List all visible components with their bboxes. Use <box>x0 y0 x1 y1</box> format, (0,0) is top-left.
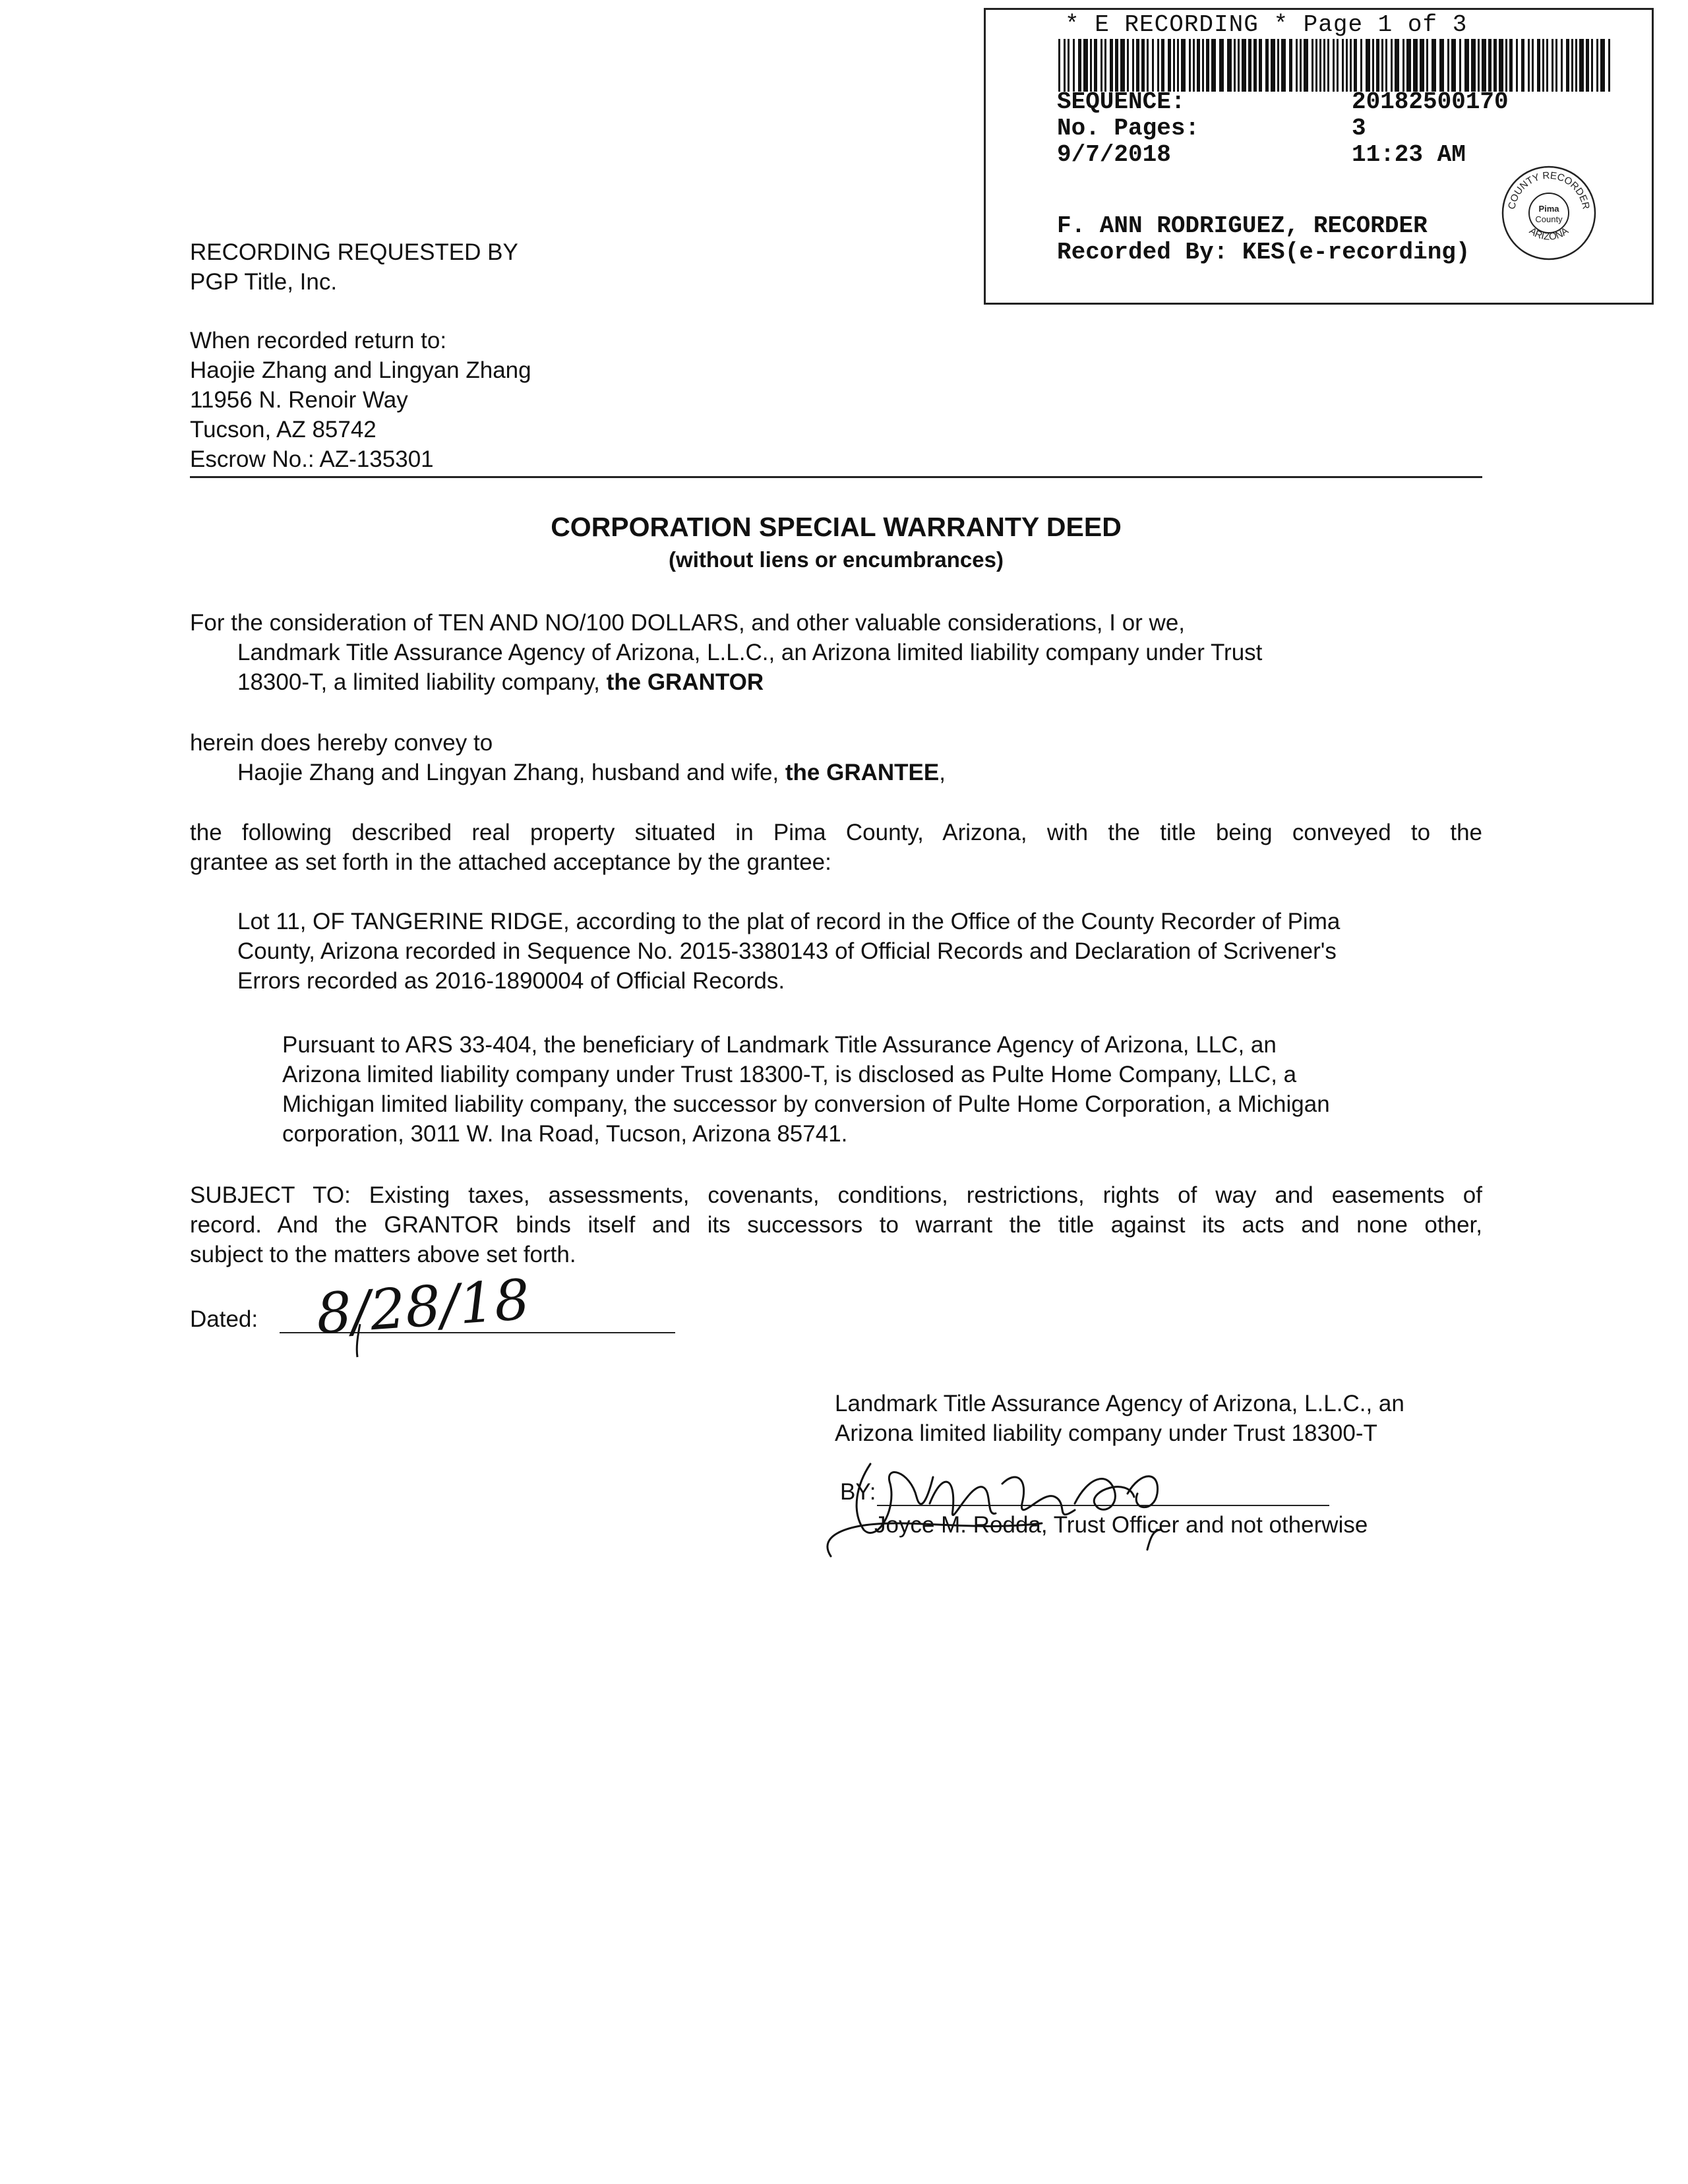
barcode-bar <box>1238 39 1240 92</box>
barcode-bar <box>1471 39 1476 92</box>
barcode-bar <box>1385 39 1387 92</box>
return-to-label: When recorded return to: <box>190 328 447 353</box>
escrow-number: Escrow No.: AZ-135301 <box>190 446 434 472</box>
requested-by-heading: RECORDING REQUESTED BY <box>190 239 518 265</box>
grantee-tag: the GRANTEE <box>785 760 940 785</box>
stamp-sequence-label: SEQUENCE: <box>1057 88 1186 115</box>
barcode-bar <box>1253 39 1257 92</box>
barcode-bar <box>1242 39 1246 92</box>
barcode-bar <box>1432 39 1436 92</box>
seal-center-2: County <box>1535 214 1563 224</box>
barcode-bar <box>1300 39 1302 92</box>
barcode-bar <box>1413 39 1418 92</box>
barcode-bar <box>1391 39 1393 92</box>
barcode-bar <box>1323 39 1325 92</box>
barcode-bar <box>1078 39 1081 92</box>
barcode-bar <box>1346 39 1348 92</box>
requested-by-block <box>190 237 518 297</box>
legal-line-1: Lot 11, OF TANGERINE RIDGE, according to the plat of record in the Office of the County Recorder of Pima <box>237 909 1341 934</box>
barcode-bar <box>1161 39 1164 92</box>
barcode-bar <box>1173 39 1175 92</box>
barcode-bar <box>1499 39 1503 92</box>
barcode-bar <box>1193 39 1195 92</box>
barcode-bar <box>1555 39 1557 92</box>
convey-line: herein does hereby convey to <box>190 730 493 756</box>
barcode-bar <box>1132 39 1134 92</box>
barcode-bar <box>1104 39 1106 92</box>
barcode-bar <box>1219 39 1224 92</box>
barcode-bar <box>1296 39 1298 92</box>
barcode-bar <box>1281 39 1286 92</box>
stamp-recorded-by: Recorded By: KES(e-recording) <box>1057 239 1470 266</box>
property-line-1: the following described real property situated in Pima County, Arizona, with the title being conveyed to the <box>190 820 1482 845</box>
signer-company-line-1: Landmark Title Assurance Agency of Arizona, L.L.C., an <box>835 1391 1404 1416</box>
barcode-bar <box>1505 39 1507 92</box>
header-divider <box>190 476 1482 478</box>
barcode-bar <box>1420 39 1424 92</box>
barcode-bar <box>1350 39 1352 92</box>
stamp-pages-label: No. Pages: <box>1057 115 1200 142</box>
seal-top-text: COUNTY RECORDER <box>1506 169 1592 210</box>
barcode-bar <box>1152 39 1154 92</box>
dated-label: Dated: <box>190 1306 258 1332</box>
seal-bottom-text: ARIZONA <box>1526 225 1571 243</box>
barcode-bar <box>1464 39 1469 92</box>
barcode-bar <box>1586 39 1589 92</box>
subject-line-1: SUBJECT TO: Existing taxes, assessments, covenants, conditions, restrictions, rights of way and easements of <box>190 1182 1482 1208</box>
stamp-sequence-value: 20182500170 <box>1352 88 1509 115</box>
barcode-bar <box>1083 39 1088 92</box>
barcode-bar <box>1115 39 1118 92</box>
barcode-bar <box>1141 39 1145 92</box>
pursuant-line-4: corporation, 3011 W. Ina Road, Tucson, Arizona 85741. <box>282 1121 848 1147</box>
barcode-bar <box>1304 39 1308 92</box>
subject-line-2: record. And the GRANTOR binds itself and its successors to warrant the title against its acts and none other, <box>190 1212 1482 1238</box>
signature <box>818 1431 1226 1563</box>
barcode-bar <box>1064 39 1066 92</box>
seal-center-1: Pima <box>1538 204 1559 214</box>
return-to-city: Tucson, AZ 85742 <box>190 417 377 442</box>
signer-company-line-2: Arizona limited liability company under Trust 18300-T <box>835 1420 1377 1446</box>
return-to-street: 11956 N. Renoir Way <box>190 387 408 413</box>
pursuant-line-2: Arizona limited liability company under Trust 18300-T, is disclosed as Pulte Home Company, LLC, a <box>282 1062 1297 1087</box>
grantee-tail: , <box>939 760 946 785</box>
recording-stamp <box>984 8 1654 305</box>
barcode-bar <box>1354 39 1357 92</box>
barcode-bar <box>1395 39 1399 92</box>
requested-by-company: PGP Title, Inc. <box>190 269 338 295</box>
handwritten-date-text: 8/28/18 <box>314 1267 532 1347</box>
barcode-bar <box>1333 39 1335 92</box>
stamp-recorder: F. ANN RODRIGUEZ, RECORDER <box>1057 212 1428 239</box>
deed-title: CORPORATION SPECIAL WARRANTY DEED <box>551 512 1122 542</box>
pursuant-line-3: Michigan limited liability company, the successor by conversion of Pulte Home Corporation, a Michigan <box>282 1091 1330 1117</box>
barcode-bar <box>1561 39 1563 92</box>
stamp-pages-value: 3 <box>1352 115 1366 142</box>
barcode-bar <box>1211 39 1216 92</box>
barcode-bar <box>1600 39 1605 92</box>
stamp-header: * E RECORDING * Page 1 of 3 <box>1065 11 1468 38</box>
barcode-bar <box>1259 39 1262 92</box>
barcode-bar <box>1090 39 1092 92</box>
barcode-bar <box>1596 39 1598 92</box>
barcode-bar <box>1168 39 1171 92</box>
barcode-bar <box>1571 39 1573 92</box>
barcode-bar <box>1372 39 1374 92</box>
barcode-bar <box>1579 39 1584 92</box>
grantor-line-2 <box>237 667 764 697</box>
barcode-bar <box>1073 39 1075 92</box>
barcode-bar <box>1493 39 1497 92</box>
barcode-bar <box>1451 39 1456 92</box>
barcode-bar <box>1552 39 1553 92</box>
barcode-bar <box>1566 39 1569 92</box>
barcode-bar <box>1100 39 1102 92</box>
barcode-bar <box>1197 39 1200 92</box>
barcode-bar <box>1532 39 1534 92</box>
barcode-bar <box>1542 39 1544 92</box>
barcode-bar <box>1177 39 1179 92</box>
barcode-bar <box>1521 39 1524 92</box>
barcode-bar <box>1376 39 1379 92</box>
barcode-bar <box>1402 39 1404 92</box>
by-label: BY: <box>840 1479 876 1505</box>
barcode-bar <box>1537 39 1540 92</box>
barcode-bar <box>1315 39 1317 92</box>
barcode-bar <box>1342 39 1344 92</box>
barcode-bar <box>1248 39 1251 92</box>
barcode-bar <box>1181 39 1186 92</box>
county-seal <box>1500 164 1598 262</box>
barcode-bar <box>1319 39 1321 92</box>
svg-text:ARIZONA <box>1527 226 1571 243</box>
barcode-bar <box>1289 39 1292 92</box>
barcode-bar <box>1406 39 1411 92</box>
barcode-bar <box>1147 39 1149 92</box>
barcode-bar <box>1608 39 1610 92</box>
barcode-bar <box>1202 39 1204 92</box>
barcode-bar <box>1206 39 1209 92</box>
legal-line-2: County, Arizona recorded in Sequence No. 2015-3380143 of Official Records and Declaration of Scrivener's <box>237 938 1337 964</box>
barcode-bar <box>1127 39 1129 92</box>
subject-line-3: subject to the matters above set forth. <box>190 1242 576 1267</box>
stamp-date: 9/7/2018 <box>1057 141 1171 168</box>
barcode-bar <box>1447 39 1449 92</box>
grantee-text: Haojie Zhang and Lingyan Zhang, husband and wife, <box>237 760 785 785</box>
barcode-bar <box>1327 39 1329 92</box>
grantor-text: 18300-T, a limited liability company, <box>237 669 607 695</box>
barcode-bar <box>1528 39 1530 92</box>
barcode-bar <box>1277 39 1279 92</box>
barcode-bar <box>1311 39 1313 92</box>
barcode-bar <box>1136 39 1139 92</box>
stamp-time: 11:23 AM <box>1352 141 1466 168</box>
barcode-bar <box>1189 39 1191 92</box>
barcode-bar <box>1575 39 1577 92</box>
barcode-bar <box>1591 39 1593 92</box>
barcode-bar <box>1360 39 1362 92</box>
barcode-bar <box>1271 39 1275 92</box>
barcode-bar <box>1265 39 1269 92</box>
barcode-bar <box>1488 39 1492 92</box>
deed-subtitle: (without liens or encumbrances) <box>669 547 1004 572</box>
barcode-bar <box>1227 39 1232 92</box>
barcode-bar <box>1546 39 1548 92</box>
barcode-bar <box>1509 39 1513 92</box>
barcode-bar <box>1459 39 1461 92</box>
barcode-bar <box>1439 39 1444 92</box>
grantor-line-1: Landmark Title Assurance Agency of Arizona, L.L.C., an Arizona limited liability company under Trust <box>237 640 1263 665</box>
signer-name: Joyce M. Rodda, Trust Officer and not otherwise <box>874 1512 1368 1538</box>
property-line-2: grantee as set forth in the attached acceptance by the grantee: <box>190 849 831 875</box>
barcode-bar <box>1110 39 1113 92</box>
barcode-bar <box>1234 39 1236 92</box>
barcode-bar <box>1381 39 1383 92</box>
barcode-bar <box>1157 39 1159 92</box>
barcode-bar <box>1337 39 1339 92</box>
consideration-line: For the consideration of TEN AND NO/100 DOLLARS, and other valuable considerations, I or we, <box>190 610 1186 636</box>
barcode-bar <box>1516 39 1518 92</box>
grantor-tag: the GRANTOR <box>606 669 764 695</box>
handwritten-date <box>303 1266 532 1358</box>
legal-line-3: Errors recorded as 2016-1890004 of Official Records. <box>237 968 785 994</box>
barcode-bar <box>1426 39 1428 92</box>
barcode <box>1058 39 1612 92</box>
pursuant-line-1: Pursuant to ARS 33-404, the beneficiary of Landmark Title Assurance Agency of Arizona, LLC, an <box>282 1032 1277 1058</box>
barcode-bar <box>1120 39 1125 92</box>
return-to-name: Haojie Zhang and Lingyan Zhang <box>190 357 531 383</box>
barcode-bar <box>1366 39 1370 92</box>
barcode-bar <box>1068 39 1070 92</box>
barcode-bar <box>1058 39 1060 92</box>
barcode-bar <box>1094 39 1097 92</box>
barcode-bar <box>1482 39 1486 92</box>
barcode-bar <box>1478 39 1480 92</box>
return-to-block <box>190 326 531 474</box>
grantee-line <box>237 758 946 787</box>
